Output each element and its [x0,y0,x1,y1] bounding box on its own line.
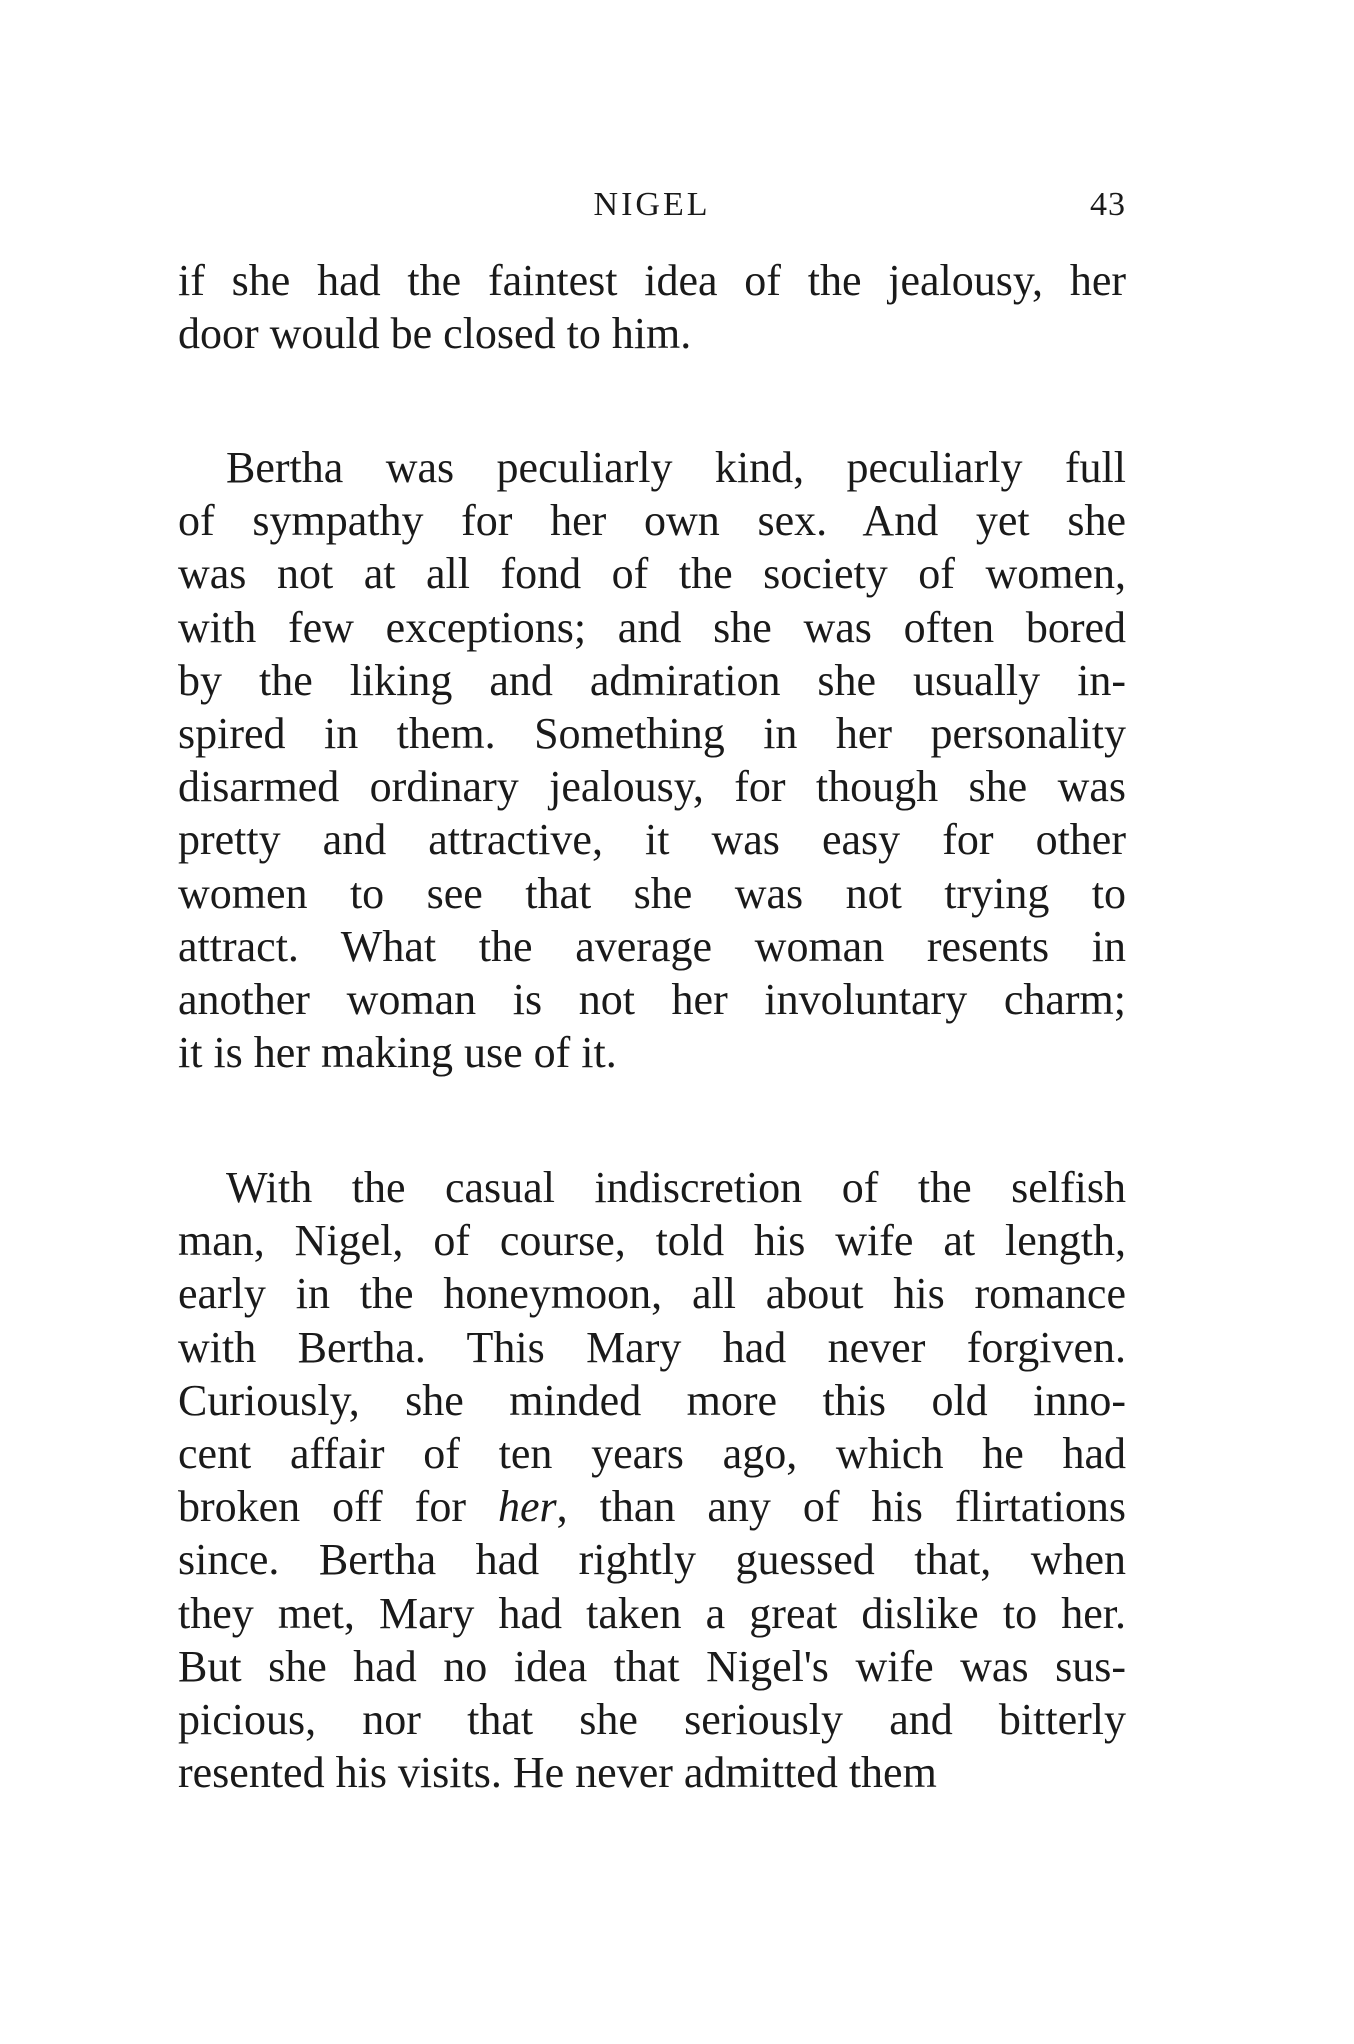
text-line: resented his visits. He never admitted them [178,1748,937,1798]
text-line: cent affair of ten years ago, which he had [178,1428,1126,1478]
text-line: door would be closed to him. [178,309,692,359]
paragraph-2 [178,441,1126,1079]
text-line: pretty and attractive, it was easy for other [178,815,1126,865]
paragraph-3 [178,1161,1126,1799]
running-title: NIGEL [593,186,711,223]
text-line: attract. What the average woman resents in [178,921,1126,971]
text-line: another woman is not her involuntary charm; [178,974,1126,1024]
text-line: picious, nor that she seriously and bitterly [178,1694,1126,1744]
text-line: man, Nigel, of course, told his wife at length, [178,1216,1126,1266]
text-line: with few exceptions; and she was often bored [178,602,1126,652]
emphasis-text: her [497,1482,557,1532]
text-segment: broken off for [178,1482,498,1532]
text-line: women to see that she was not trying to [178,868,1126,918]
text-line: early in the honeymoon, all about his romance [178,1269,1126,1319]
paragraph-1 [178,254,1126,360]
text-line: Curiously, she minded more this old inno- [178,1375,1126,1425]
text-line: if she had the faintest idea of the jealousy, her [178,256,1126,305]
text-line: it is her making use of it. [178,1028,617,1078]
text-line: with Bertha. This Mary had never forgiven. [178,1322,1126,1372]
text-line: Bertha was peculiarly kind, peculiarly full [226,443,1126,492]
text-line [178,1480,1126,1533]
text-line: they met, Mary had taken a great dislike to her. [178,1588,1126,1638]
text-line: With the casual indiscretion of the selfish [226,1163,1126,1212]
text-line: was not at all fond of the society of women, [178,549,1126,599]
running-head [178,186,1126,236]
text-line: by the liking and admiration she usually in- [178,655,1126,705]
text-line: spired in them. Something in her personality [178,708,1126,758]
text-line: of sympathy for her own sex. And yet she [178,496,1126,546]
text-line: since. Bertha had rightly guessed that, when [178,1535,1126,1585]
page-number: 43 [1090,186,1126,223]
text-line: disarmed ordinary jealousy, for though she was [178,762,1126,812]
text-segment: , than any of his flirtations [556,1482,1126,1532]
text-line: But she had no idea that Nigel's wife was sus- [178,1641,1126,1691]
